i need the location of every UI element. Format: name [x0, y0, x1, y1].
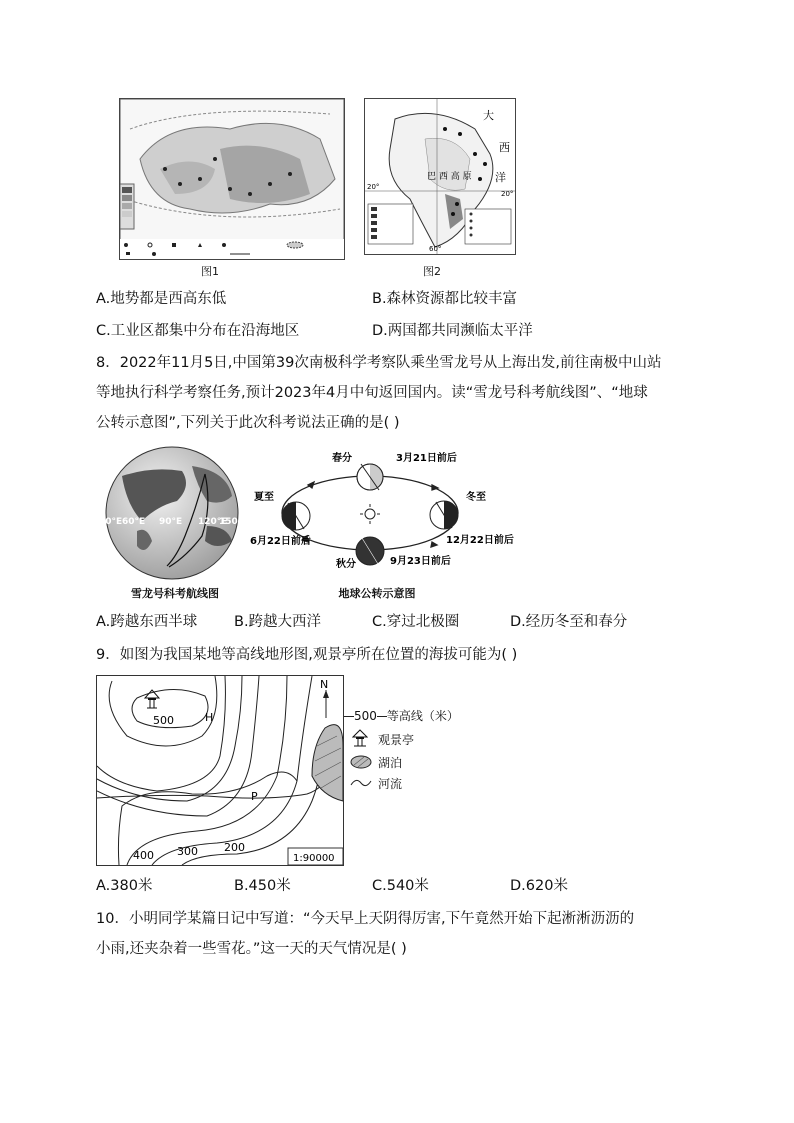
globe-lon-120: 120°E	[198, 517, 228, 527]
scale-label: 1:90000	[293, 853, 335, 864]
contour-legend	[344, 705, 464, 805]
contour-label-400: 400	[133, 849, 154, 862]
q8-option-b[interactable]: B.跨越大西洋	[234, 614, 322, 630]
q7-option-a[interactable]: A.地势都是西高东低	[96, 291, 227, 307]
fig2-label-lat20-right: 20°	[501, 190, 514, 198]
q10-stem-line-1: 10．小明同学某篇日记中写道：“今天早上天阴得厉害,下午竟然开始下起淅淅沥沥的	[96, 911, 635, 927]
contour-label-500: 500	[153, 714, 174, 727]
q7-option-b[interactable]: B.森林资源都比较丰富	[372, 291, 518, 307]
contour-map	[96, 675, 344, 866]
globe-lon-60: 60°E	[122, 517, 146, 527]
orbit-winter-label: 冬至	[466, 492, 486, 503]
orbit-spring-label: 春分	[332, 453, 352, 464]
q7-option-d[interactable]: D.两国都共同濒临太平洋	[372, 323, 533, 339]
point-h-label: H	[205, 711, 214, 724]
russia-map-graphic	[120, 99, 344, 240]
q9-option-d[interactable]: D.620米	[510, 878, 568, 894]
figure-2-brazil-map	[364, 98, 516, 255]
orbit-spring-date: 3月21日前后	[396, 453, 457, 464]
legend-river-icon	[350, 777, 372, 789]
q10-stem-line-2: 小雨,还夹杂着一些雪花。”这一天的天气情况是( )	[96, 941, 407, 957]
orbit-summer-date: 6月22日前后	[250, 536, 311, 547]
q8-option-a[interactable]: A.跨越东西半球	[96, 614, 198, 630]
globe-caption: 雪龙号科考航线图	[131, 587, 219, 600]
q9-option-b[interactable]: B.450米	[234, 878, 291, 894]
legend-line-sample-2	[377, 716, 387, 717]
orbit-autumn-label: 秋分	[336, 559, 356, 570]
legend-pavilion-label: 观景亭	[378, 733, 415, 747]
legend-contour-value: 500	[354, 709, 377, 723]
q7-option-c[interactable]: C.工业区都集中分布在沿海地区	[96, 323, 300, 339]
q8-stem-line-2: 等地执行科学考察任务,预计2023年4月中旬返回国内。读“雪龙号科考航线图”、“地球	[96, 385, 648, 401]
q9-option-a[interactable]: A.380米	[96, 878, 153, 894]
orbit-graphic	[248, 448, 538, 573]
orbit-caption: 地球公转示意图	[338, 587, 416, 600]
legend-lake-icon	[350, 755, 372, 769]
globe-lon-90: 90°E	[159, 517, 183, 527]
fig2-label-yang: 洋	[495, 171, 506, 184]
q8-stem-line-3: 公转示意图”,下列关于此次科考说法正确的是( )	[96, 415, 400, 431]
fig2-label-lat20-left: 20°	[367, 183, 380, 191]
brazil-map-graphic	[365, 99, 515, 254]
north-arrow-icon	[323, 690, 329, 718]
figure-1-russia-map	[119, 98, 345, 241]
globe-graphic	[97, 446, 247, 580]
globe-route-map	[97, 446, 247, 580]
q8-option-c[interactable]: C.穿过北极圈	[372, 614, 460, 630]
orbit-winter-date: 12月22日前后	[446, 535, 514, 546]
q8-option-d[interactable]: D.经历冬至和春分	[510, 614, 628, 630]
legend-contour-label: 等高线（米）	[386, 709, 459, 723]
q9-stem: 9．如图为我国某地等高线地形图,观景亭所在位置的海拔可能为( )	[96, 647, 518, 663]
legend-line-sample	[344, 716, 354, 717]
contour-label-200: 200	[224, 841, 245, 854]
q8-stem-line-1: 8．2022年11月5日,中国第39次南极科学考察队乘坐雪龙号从上海出发,前往南极中山站	[96, 355, 662, 371]
globe-lon-30: 30°E	[99, 517, 123, 527]
fig2-label-xi: 西	[499, 141, 510, 154]
north-label: N	[320, 678, 329, 691]
figure-2-caption: 图2	[423, 265, 441, 278]
fig2-label-brazil: 巴 西 高 原	[427, 172, 472, 182]
fig2-label-da: 大	[483, 109, 494, 122]
legend-lake-label: 湖泊	[378, 756, 403, 770]
orbit-diagram	[248, 448, 538, 573]
contour-graphic	[97, 676, 343, 865]
legend-pavilion-icon	[352, 729, 368, 747]
point-p-label: P	[251, 790, 258, 803]
q9-option-c[interactable]: C.540米	[372, 878, 429, 894]
orbit-autumn-date: 9月23日前后	[390, 556, 451, 567]
fig2-label-lon60: 60°	[429, 245, 442, 253]
figure-1-caption: 图1	[201, 265, 219, 278]
orbit-summer-label: 夏至	[254, 492, 274, 503]
contour-label-300: 300	[177, 845, 198, 858]
legend-river-label: 河流	[378, 777, 403, 791]
figure-1-legend	[119, 239, 345, 260]
globe-lon-150: 150°E	[219, 517, 247, 527]
